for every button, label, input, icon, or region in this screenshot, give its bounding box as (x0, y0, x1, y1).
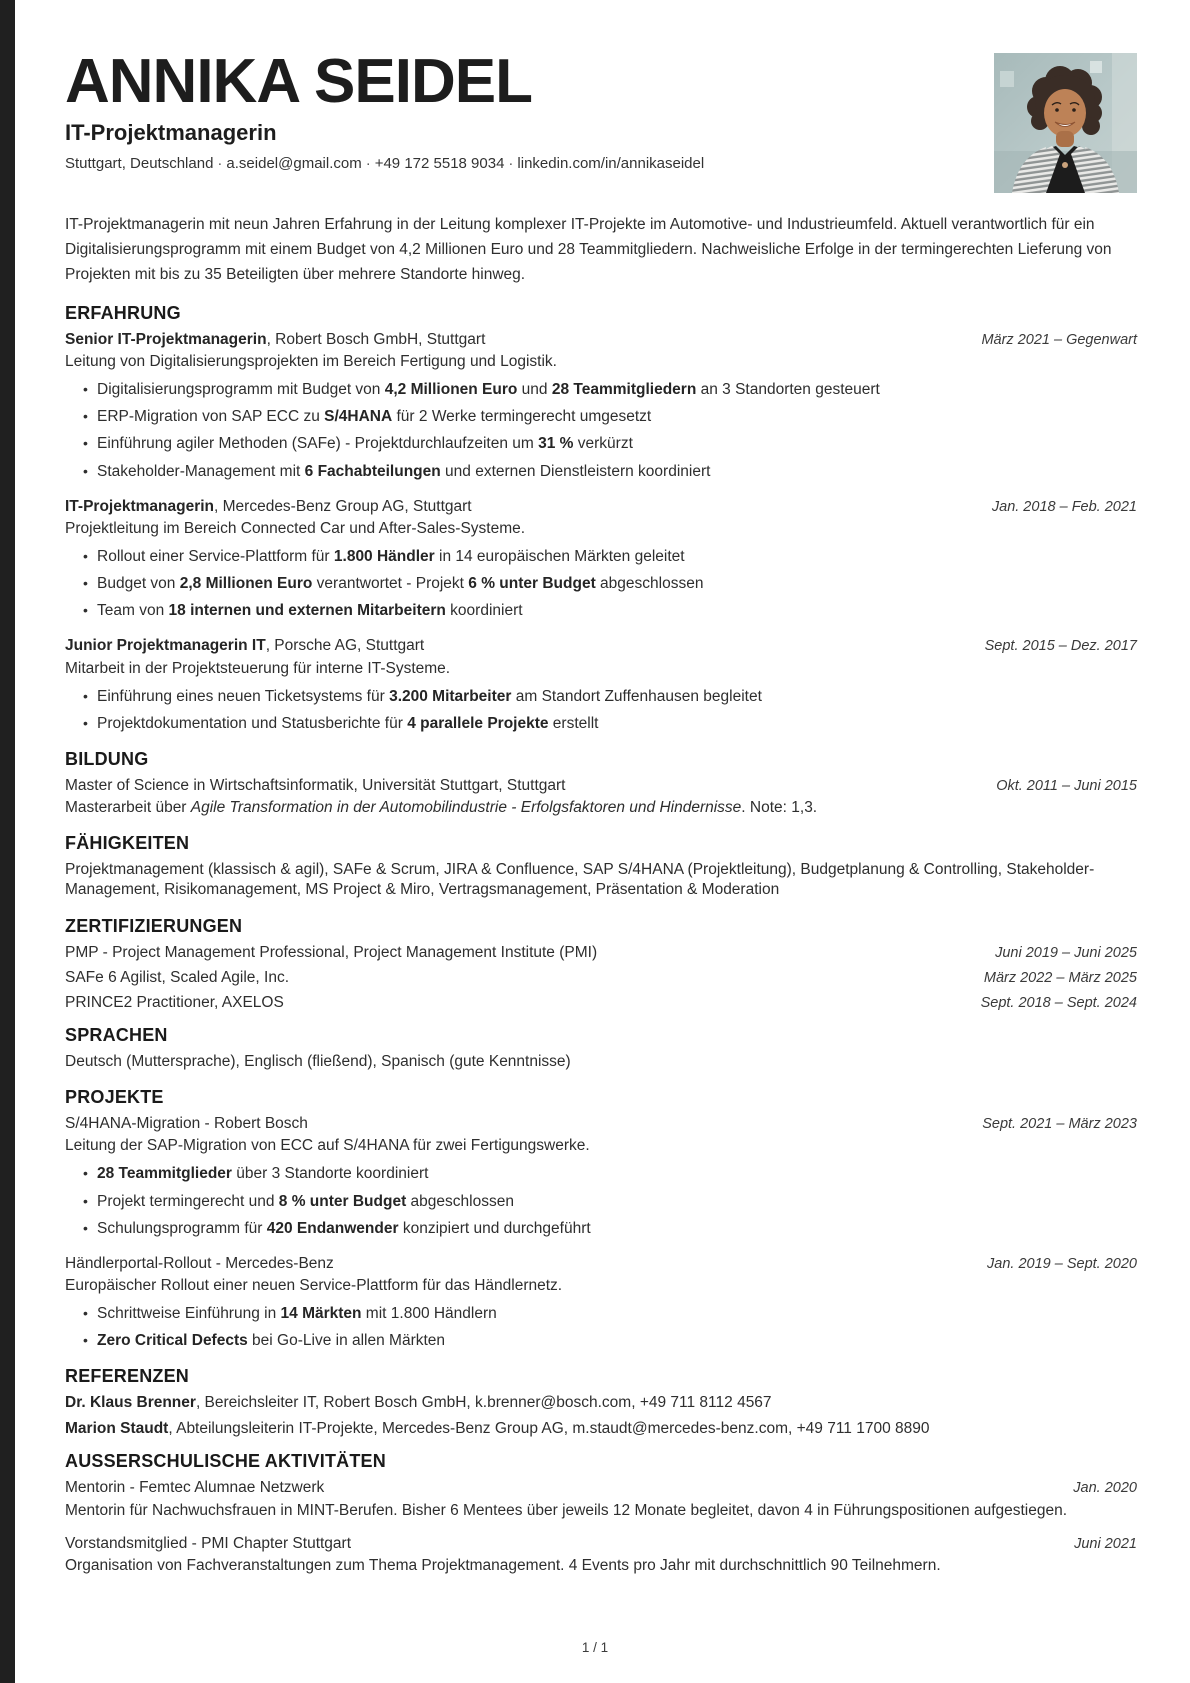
bullet-item (83, 687, 1137, 707)
text-segment: 14 Märkten (280, 1305, 362, 1323)
text-segment: mit 1.800 Händlern (361, 1305, 497, 1323)
section-faehigkeiten (65, 833, 1137, 900)
entry-head (65, 1419, 1137, 1439)
section-erfahrung (65, 303, 1137, 734)
text-segment: Projektmanagement (klassisch & agil), SAFe & Scrum, JIRA & Confluence, SAP S/4HANA (Projektleitung), Budgetplanung & Controlling, Stakeholder-Management, Risikomanagement, MS Project & Miro, Vertragsmanagement, Präsentation & Moderation (65, 861, 1095, 899)
resume-page (65, 0, 1137, 1577)
bullet-item (83, 1219, 1137, 1239)
bullet-list (65, 1304, 1137, 1351)
text-segment: 18 internen und externen Mitarbeitern (168, 602, 446, 620)
entry (65, 1114, 1137, 1239)
contact-item: +49 172 5518 9034 (374, 155, 505, 173)
text-segment: 31 % (538, 435, 574, 453)
bullet-item (83, 1192, 1137, 1212)
text-segment: Europäischer Rollout einer neuen Service-Plattform für das Händlernetz. (65, 1276, 563, 1294)
text-segment: für 2 Werke termingerecht umgesetzt (392, 408, 652, 426)
bullet-item (83, 1164, 1137, 1184)
text-segment: Mentorin für Nachwuchsfrauen in MINT-Berufen. Bisher 6 Mentees über jeweils 12 Monate begleitet, davon 4 in Führungspositionen aufgestiegen. (65, 1501, 1068, 1519)
text-segment: Stakeholder-Management mit (97, 462, 305, 480)
entry-title (65, 1534, 351, 1554)
bullet-item (83, 407, 1137, 427)
entry-title (65, 497, 472, 517)
text-segment: konzipiert und durchgeführt (398, 1219, 591, 1237)
text-segment: , Mercedes-Benz Group AG, Stuttgart (214, 497, 472, 515)
bullet-item (83, 601, 1137, 621)
text-segment: verantwortet - Projekt (312, 575, 469, 593)
entry-date: Sept. 2015 – Dez. 2017 (984, 638, 1137, 655)
entry-description (65, 352, 1137, 372)
entry-title (65, 330, 485, 350)
text-segment: IT-Projektmanagerin (65, 497, 215, 515)
text-segment: 420 Endanwender (266, 1219, 399, 1237)
text-segment: Master of Science in Wirtschaftsinformatik, Universität Stuttgart, Stuttgart (65, 777, 566, 794)
text-segment: Digitalisierungsprogramm mit Budget von (97, 381, 385, 399)
text-segment: über 3 Standorte koordiniert (231, 1165, 429, 1183)
entry-head (65, 636, 1137, 656)
text-segment: Dr. Klaus Brenner (65, 1394, 196, 1412)
section-referenzen (65, 1366, 1137, 1438)
text-segment: Organisation von Fachveranstaltungen zum Thema Projektmanagement. 4 Events pro Jahr mit durchschnittlich 90 Teilnehmern. (65, 1557, 941, 1575)
text-segment: , Robert Bosch GmbH, Stuttgart (266, 330, 486, 348)
entry-head (65, 968, 1137, 988)
text-segment: 6 % unter Budget (468, 575, 596, 593)
left-accent-bar (0, 0, 15, 1683)
entry (65, 1052, 1137, 1072)
text-segment: am Standort Zuffenhausen begleitet (511, 687, 762, 705)
bullet-item (83, 1331, 1137, 1351)
section-heading: FÄHIGKEITEN (65, 833, 190, 854)
text-segment: S/4HANA (324, 408, 393, 426)
profile-photo-illustration (994, 53, 1137, 193)
entry-description (65, 519, 1137, 539)
section-ausserschulische (65, 1451, 1137, 1577)
entry-title (65, 1114, 308, 1134)
text-segment: Marion Staudt (65, 1419, 169, 1437)
entry-date: Jan. 2018 – Feb. 2021 (991, 498, 1137, 515)
entry-description (65, 798, 1137, 818)
entry-title (65, 1419, 930, 1439)
text-segment: 3.200 Mitarbeiter (389, 687, 512, 705)
bullet-list (65, 1164, 1137, 1238)
text-segment: 28 Teammitglieder (97, 1165, 232, 1183)
text-segment: Händlerportal-Rollout - Mercedes-Benz (65, 1254, 334, 1272)
text-segment: , Abteilungsleiterin IT-Projekte, Mercedes-Benz Group AG, m.staudt@mercedes-benz.com, +49 711 1700 8890 (168, 1419, 930, 1437)
text-segment: Einführung agiler Methoden (SAFe) - Projektdurchlaufzeiten um (97, 435, 539, 453)
contact-item: linkedin.com/in/annikaseidel (517, 155, 705, 173)
entry-date: Jan. 2019 – Sept. 2020 (987, 1255, 1137, 1272)
section-heading: AUSSERSCHULISCHE AKTIVITÄTEN (65, 1450, 386, 1471)
entry-head (65, 330, 1137, 350)
section-heading: ZERTIFIZIERUNGEN (65, 915, 243, 936)
sections (65, 303, 1137, 1577)
text-segment: 2,8 Millionen Euro (179, 575, 313, 593)
bullet-list (65, 380, 1137, 482)
contact-separator: · (365, 155, 371, 173)
text-segment: abgeschlossen (595, 575, 704, 593)
entry-title (65, 776, 565, 796)
section-bildung (65, 749, 1137, 818)
entry-title (65, 943, 597, 963)
entry (65, 1393, 1137, 1413)
bullet-list (65, 687, 1137, 734)
text-segment: Mitarbeit in der Projektsteuerung für interne IT-Systeme. (65, 659, 451, 677)
entry-description (65, 1276, 1137, 1296)
entry-title (65, 1393, 772, 1413)
entry (65, 1419, 1137, 1439)
bullet-item (83, 380, 1137, 400)
text-segment: abgeschlossen (406, 1192, 514, 1210)
entry-description (65, 1556, 1137, 1576)
entry-head (65, 497, 1137, 517)
bullet-item (83, 434, 1137, 454)
text-segment: Leitung der SAP-Migration von ECC auf S/4HANA für zwei Fertigungswerke. (65, 1137, 590, 1155)
entry-description (65, 860, 1137, 900)
section-heading: ERFAHRUNG (65, 302, 181, 323)
entry-head (65, 943, 1137, 963)
text-segment: Rollout einer Service-Plattform für (97, 548, 334, 566)
entry (65, 776, 1137, 818)
entry-head (65, 993, 1137, 1013)
entry (65, 993, 1137, 1013)
entry-date: März 2021 – Gegenwart (981, 331, 1137, 348)
text-segment: und externen Dienstleistern koordiniert (440, 462, 711, 480)
entry (65, 860, 1137, 900)
entry-date: Jan. 2020 (1073, 1479, 1137, 1496)
summary-paragraph: IT-Projektmanagerin mit neun Jahren Erfahrung in der Leitung komplexer IT-Projekte im Automotive- und Industrieumfeld. Aktuell verantwortlich für ein Digitalisierungsprogramm mit einem Budget von 4,2 Millionen Euro und 28 Teammitgliedern. Nachweisliche Erfolge in der termingerechten Lieferung von Projekten mit bis zu 35 Beteiligten über mehrere Standorte hinweg. (65, 216, 1112, 283)
text-segment: , Bereichsleiter IT, Robert Bosch GmbH, k.brenner@bosch.com, +49 711 8112 4567 (195, 1394, 772, 1412)
entry-date: Okt. 2011 – Juni 2015 (996, 778, 1137, 794)
text-segment: Projekt termingerecht und (97, 1192, 279, 1210)
text-segment: PMP - Project Management Professional, Project Management Institute (PMI) (65, 943, 598, 961)
text-segment: und (517, 381, 552, 399)
bullet-list (65, 547, 1137, 621)
text-segment: 8 % unter Budget (278, 1192, 407, 1210)
section-sprachen (65, 1025, 1137, 1072)
person-job-title: IT-Projektmanagerin (65, 120, 277, 146)
text-segment: koordiniert (445, 602, 523, 620)
contact-item: Stuttgart, Deutschland (65, 155, 214, 173)
entry-description (65, 1052, 1137, 1072)
entry-title (65, 968, 289, 988)
entry-description (65, 1136, 1137, 1156)
text-segment: 1.800 Händler (333, 548, 435, 566)
entry (65, 1254, 1137, 1352)
text-segment: Budget von (97, 575, 180, 593)
text-segment: Junior Projektmanagerin IT (65, 637, 266, 655)
section-heading: BILDUNG (65, 749, 149, 769)
entry-title (65, 993, 284, 1013)
entry-head (65, 1534, 1137, 1554)
text-segment: . Note: 1,3. (741, 799, 818, 817)
contact-separator: · (508, 155, 514, 173)
text-segment: Schulungsprogramm für (97, 1219, 267, 1237)
entry-date: März 2022 – März 2025 (983, 969, 1137, 986)
entry-head (65, 776, 1137, 796)
section-heading: SPRACHEN (65, 1024, 168, 1045)
entry-title (65, 1478, 324, 1498)
profile-photo (994, 53, 1137, 193)
text-segment: Agile Transformation in der Automobilindustrie - Erfolgsfaktoren und Hindernisse (190, 799, 742, 817)
text-segment: 4,2 Millionen Euro (384, 381, 518, 399)
entry-date: Sept. 2018 – Sept. 2024 (980, 994, 1137, 1011)
bullet-item (83, 462, 1137, 482)
entry-description (65, 1500, 1137, 1522)
entry (65, 330, 1137, 482)
text-segment: verkürzt (573, 435, 633, 453)
text-segment: Projektdokumentation und Statusberichte für (97, 714, 408, 732)
entry (65, 497, 1137, 622)
entry (65, 1534, 1137, 1576)
page-number: 1 / 1 (581, 1640, 609, 1655)
section-heading: PROJEKTE (65, 1087, 164, 1108)
text-segment: Mentorin - Femtec Alumnae Netzwerk (65, 1478, 325, 1496)
contact-item: a.seidel@gmail.com (226, 155, 362, 173)
contact-separator: · (217, 155, 223, 173)
person-name: ANNIKA SEIDEL (65, 47, 532, 116)
entry (65, 943, 1137, 963)
text-segment: 28 Teammitgliedern (551, 381, 697, 399)
text-segment: PRINCE2 Practitioner, AXELOS (65, 993, 284, 1011)
section-zertifizierungen (65, 916, 1137, 1013)
text-segment: Schrittweise Einführung in (97, 1305, 281, 1323)
entry-head (65, 1254, 1137, 1274)
text-segment: 6 Fachabteilungen (304, 462, 441, 480)
entry-title (65, 1254, 334, 1274)
bullet-item (83, 547, 1137, 567)
text-segment: Zero Critical Defects (97, 1332, 248, 1350)
text-segment: Leitung von Digitalisierungsprojekten im Bereich Fertigung und Logistik. (65, 353, 557, 371)
contact-line (65, 155, 1137, 172)
entry-head (65, 1393, 1137, 1413)
text-segment: Vorstandsmitglied - PMI Chapter Stuttgart (65, 1535, 352, 1553)
text-segment: , Porsche AG, Stuttgart (265, 637, 425, 655)
entry-date: Juni 2021 (1074, 1536, 1137, 1553)
entry-description (65, 659, 1137, 679)
text-segment: bei Go-Live in allen Märkten (247, 1332, 446, 1350)
text-segment: 4 parallele Projekte (407, 714, 549, 732)
section-heading: REFERENZEN (65, 1366, 190, 1387)
text-segment: Masterarbeit über (65, 799, 191, 817)
bullet-item (83, 714, 1137, 734)
entry-title (65, 636, 424, 656)
text-segment: SAFe 6 Agilist, Scaled Agile, Inc. (65, 968, 290, 986)
section-projekte (65, 1087, 1137, 1351)
text-segment: Deutsch (Muttersprache), Englisch (fließend), Spanisch (gute Kenntnisse) (65, 1052, 571, 1070)
text-segment: Team von (97, 602, 169, 620)
entry (65, 968, 1137, 988)
entry (65, 1478, 1137, 1523)
entry-head (65, 1114, 1137, 1134)
text-segment: Senior IT-Projektmanagerin (65, 330, 267, 348)
entry-date: Juni 2019 – Juni 2025 (995, 944, 1137, 961)
header (65, 47, 1137, 195)
entry-head (65, 1478, 1137, 1498)
text-segment: ERP-Migration von SAP ECC zu (97, 408, 325, 426)
entry-date: Sept. 2021 – März 2023 (982, 1116, 1137, 1133)
bullet-item (83, 574, 1137, 594)
text-segment: Einführung eines neuen Ticketsystems für (97, 687, 390, 705)
text-segment: Projektleitung im Bereich Connected Car und After-Sales-Systeme. (65, 519, 526, 537)
text-segment: erstellt (548, 714, 599, 732)
text-segment: in 14 europäischen Märkten geleitet (434, 548, 685, 566)
entry (65, 636, 1137, 734)
bullet-item (83, 1304, 1137, 1324)
text-segment: an 3 Standorten gesteuert (696, 381, 880, 399)
text-segment: S/4HANA-Migration - Robert Bosch (65, 1115, 308, 1133)
